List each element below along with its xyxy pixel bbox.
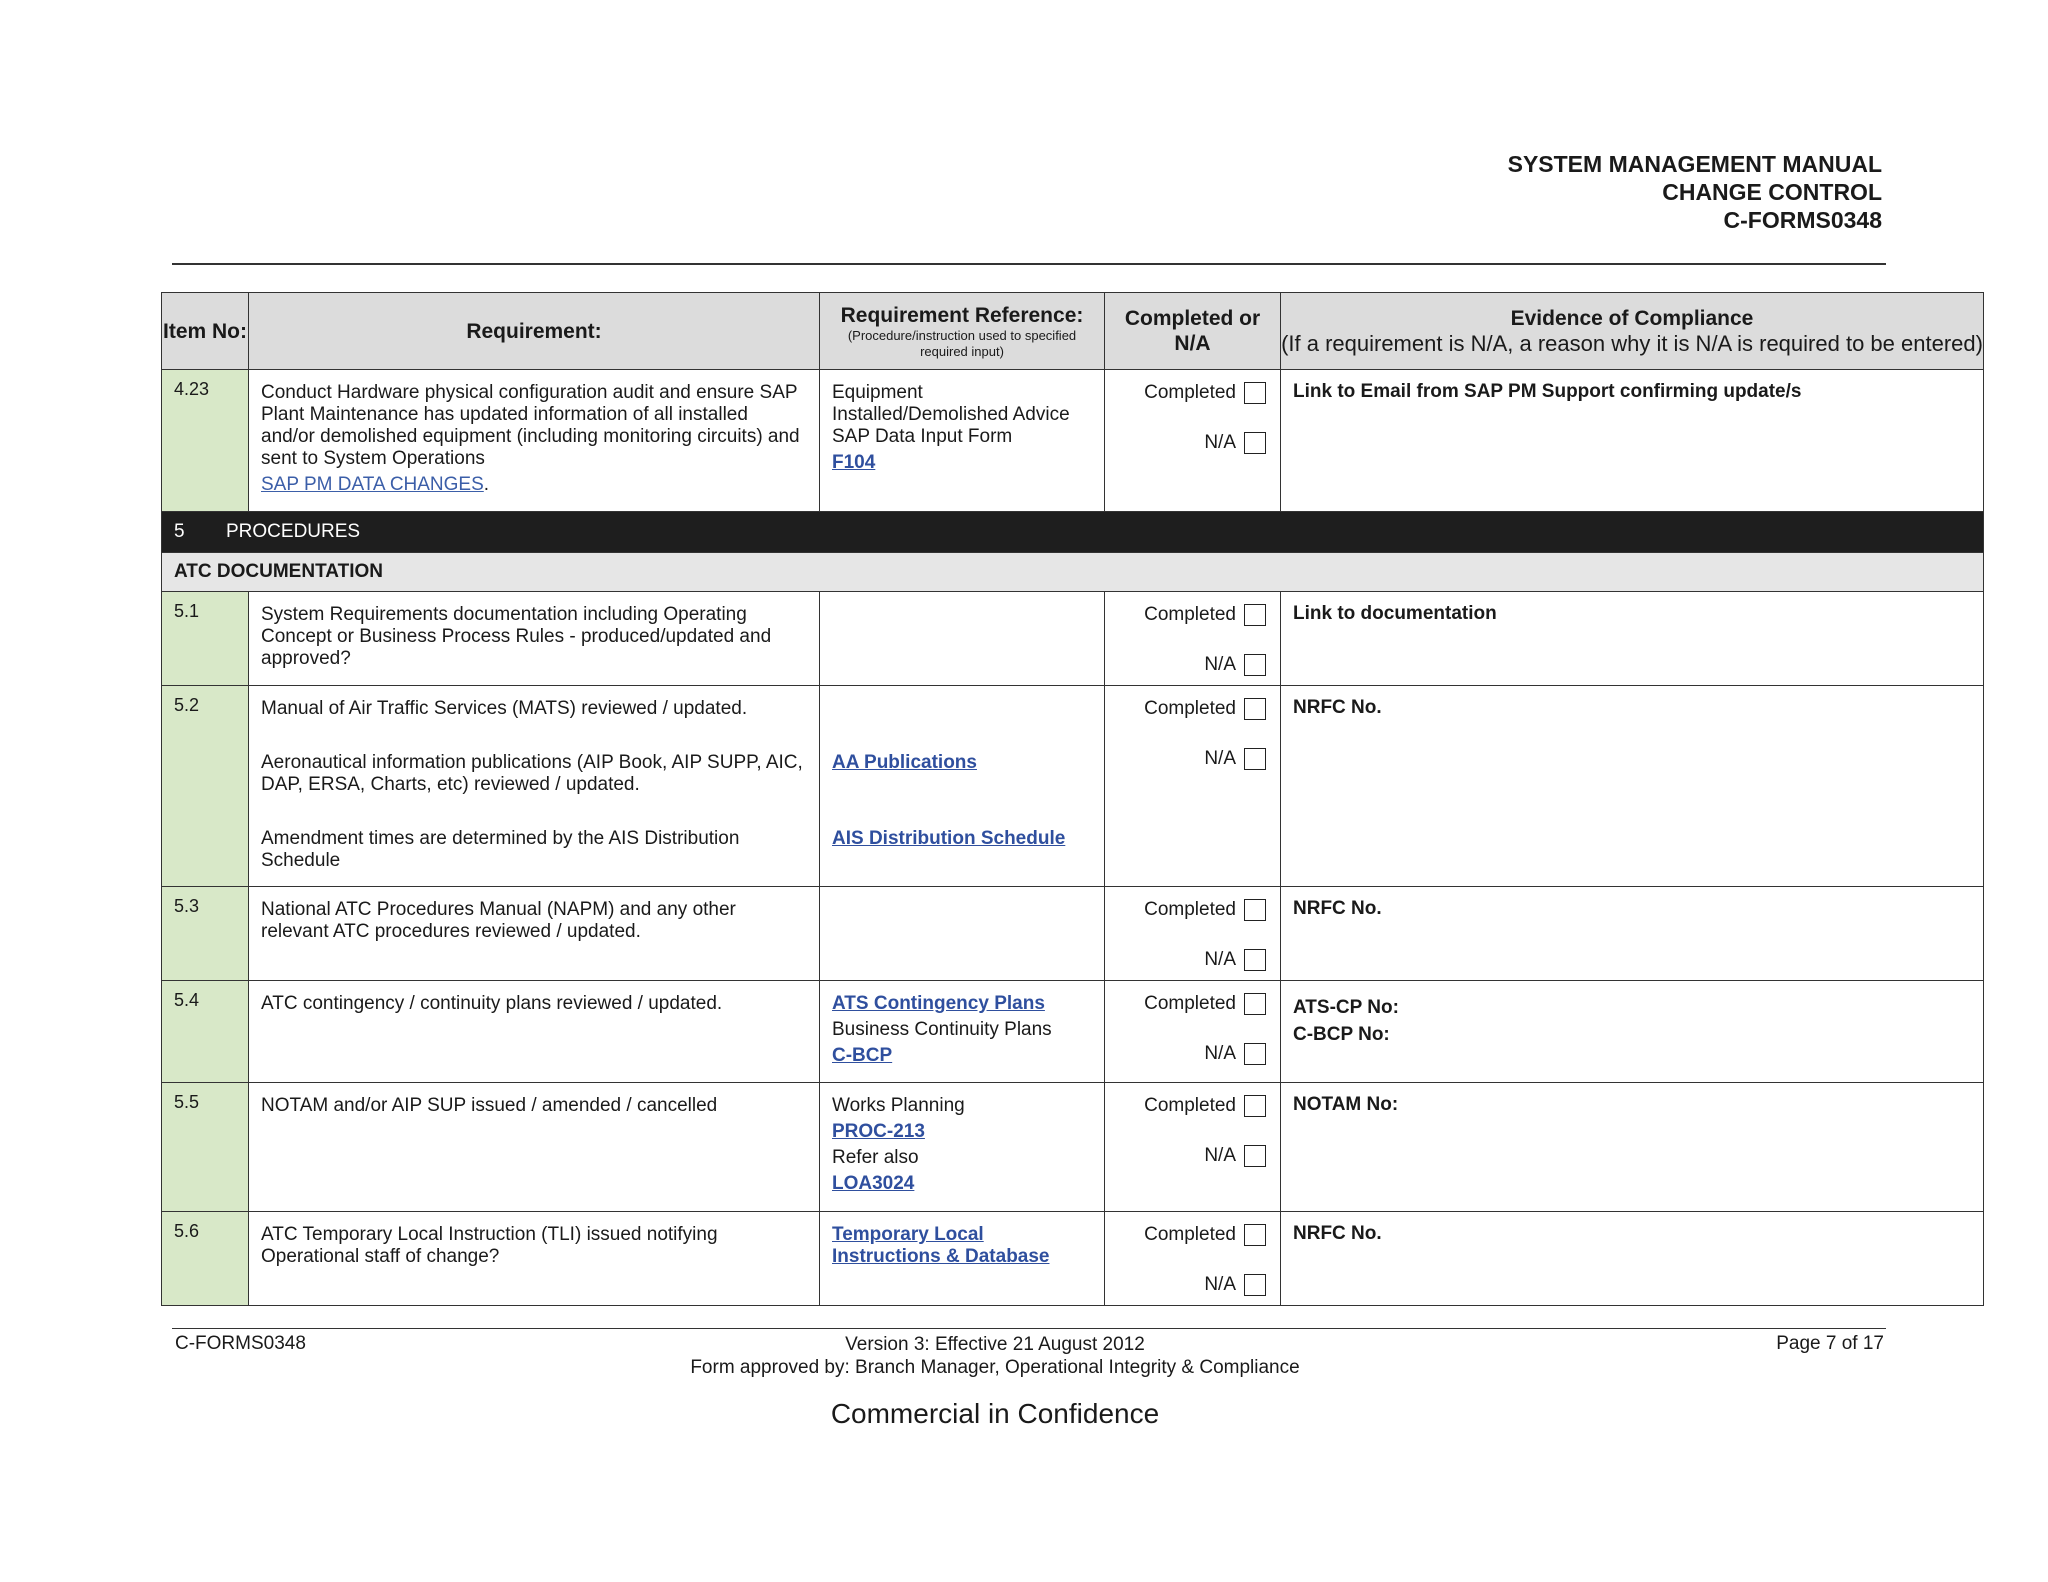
section-row [162,512,1984,553]
completed-label: Completed [1144,698,1236,719]
footer-approval: Form approved by: Branch Manager, Operational Integrity & Compliance [690,1357,1300,1378]
na-label: N/A [1204,1145,1236,1166]
evidence-cell[interactable]: NOTAM No: [1281,1083,1984,1212]
completed-checkbox[interactable] [1244,1224,1266,1246]
requirement-suffix: . [483,474,490,495]
requirement-cell [249,370,820,512]
header-item-no: Item No: [162,293,249,370]
table-row [162,1083,1984,1212]
requirement-cell: NOTAM and/or AIP SUP issued / amended / cancelled [249,1083,820,1212]
proc-213-link[interactable]: PROC-213 [832,1121,925,1142]
ats-contingency-plans-link[interactable]: ATS Contingency Plans [832,993,1045,1014]
evidence-cell[interactable]: NRFC No. [1281,887,1984,981]
section-title: CHANGE CONTROL [1662,179,1882,205]
header-evidence-title: Evidence of Compliance [1510,307,1754,330]
completed-label: Completed [1144,604,1236,625]
reference-text: Business Continuity Plans [832,1019,1052,1040]
requirement-text-amendment: Amendment times are determined by the AIS Distribution Schedule [261,828,740,871]
header-reference-note: (Procedure/instruction used to specified required input) [847,327,1077,359]
header-reference-title: Requirement Reference: [840,303,1084,327]
footer-page-number: Page 7 of 17 [1776,1333,1884,1354]
section-heading [162,512,1984,553]
table-header-row [162,293,1984,370]
na-label: N/A [1204,654,1236,675]
f104-link[interactable]: F104 [832,452,876,473]
header-evidence-note: (If a requirement is N/A, a reason why it is N/A is required to be entered) [1281,331,1983,356]
item-number: 4.23 [162,370,249,512]
completed-label: Completed [1144,899,1236,920]
completed-checkbox[interactable] [1244,698,1266,720]
section-title: PROCEDURES [226,521,361,542]
na-checkbox[interactable] [1244,1043,1266,1065]
completed-checkbox[interactable] [1244,604,1266,626]
reference-cell [820,1212,1105,1306]
item-number: 5.4 [162,981,249,1083]
completion-cell [1105,370,1281,512]
footer-divider [172,1328,1886,1329]
header-divider [172,263,1886,265]
evidence-cell[interactable]: Link to documentation [1281,592,1984,686]
na-checkbox[interactable] [1244,654,1266,676]
evidence-cell[interactable]: Link to Email from SAP PM Support confirming update/s [1281,370,1984,512]
completion-cell [1105,1083,1281,1212]
table-row [162,370,1984,512]
evidence-cell[interactable]: NRFC No. [1281,1212,1984,1306]
na-checkbox[interactable] [1244,1274,1266,1296]
reference-text: Equipment Installed/Demolished Advice SAP Data Input Form [832,382,1070,447]
requirement-text-aip: Aeronautical information publications (AIP Book, AIP SUPP, AIC, DAP, ERSA, Charts, etc) reviewed / updated. [261,752,803,795]
table-row [162,1212,1984,1306]
section-number: 5 [174,521,185,542]
requirement-text: Conduct Hardware physical configuration audit and ensure SAP Plant Maintenance has updated information of all installed and/or demolished equipment (including monitoring circuits) and sent to System Operations [261,382,800,469]
header-requirement: Requirement: [249,293,820,370]
reference-cell [820,981,1105,1083]
item-number: 5.2 [162,686,249,887]
na-label: N/A [1204,1043,1236,1064]
na-checkbox[interactable] [1244,949,1266,971]
completed-checkbox[interactable] [1244,899,1266,921]
requirement-cell: ATC contingency / continuity plans reviewed / updated. [249,981,820,1083]
completion-cell [1105,592,1281,686]
completed-checkbox[interactable] [1244,382,1266,404]
footer-center [600,1333,1390,1379]
item-number: 5.3 [162,887,249,981]
c-bcp-link[interactable]: C-BCP [832,1045,893,1066]
requirement-text-mats: Manual of Air Traffic Services (MATS) reviewed / updated. [261,698,748,719]
na-checkbox[interactable] [1244,1145,1266,1167]
reference-cell [820,887,1105,981]
reference-text: Works Planning [832,1095,965,1116]
na-label: N/A [1204,1274,1236,1295]
table-row [162,686,1984,887]
compliance-table [161,292,1984,1306]
aa-publications-link[interactable]: AA Publications [832,752,977,773]
header-reference [820,293,1105,370]
temporary-local-instructions-link[interactable]: Temporary Local Instructions & Database [832,1224,1050,1267]
item-number: 5.1 [162,592,249,686]
requirement-cell: National ATC Procedures Manual (NAPM) and any other relevant ATC procedures reviewed / updated. [249,887,820,981]
item-number: 5.6 [162,1212,249,1306]
evidence-cell[interactable] [1281,981,1984,1083]
requirement-cell [249,686,820,887]
header-evidence [1281,293,1984,370]
ats-cp-number-label: ATS-CP No: [1293,997,1399,1018]
requirement-cell: ATC Temporary Local Instruction (TLI) issued notifying Operational staff of change? [249,1212,820,1306]
form-code: C-FORMS0348 [1723,207,1882,233]
completed-checkbox[interactable] [1244,1095,1266,1117]
ais-distribution-schedule-link[interactable]: AIS Distribution Schedule [832,828,1066,849]
na-label: N/A [1204,949,1236,970]
completed-label: Completed [1144,382,1236,403]
completion-cell [1105,981,1281,1083]
table-row [162,981,1984,1083]
requirement-cell: System Requirements documentation including Operating Concept or Business Process Rules - produced/updated and approved? [249,592,820,686]
footer-version: Version 3: Effective 21 August 2012 [845,1334,1145,1355]
sap-pm-data-changes-link[interactable]: SAP PM DATA CHANGES [261,474,484,495]
manual-title: SYSTEM MANAGEMENT MANUAL [1507,151,1882,177]
reference-text: Refer also [832,1147,919,1168]
subsection-heading: ATC DOCUMENTATION [162,553,1984,592]
reference-cell [820,592,1105,686]
completed-label: Completed [1144,993,1236,1014]
reference-cell [820,370,1105,512]
footer-form-id: C-FORMS0348 [175,1333,306,1354]
completion-cell [1105,1212,1281,1306]
reference-cell [820,1083,1105,1212]
completed-checkbox[interactable] [1244,993,1266,1015]
subsection-row [162,553,1984,592]
na-checkbox[interactable] [1244,432,1266,454]
na-checkbox[interactable] [1244,748,1266,770]
item-number: 5.5 [162,1083,249,1212]
completion-cell [1105,887,1281,981]
header-completed: Completed or N/A [1105,293,1281,370]
c-bcp-number-label: C-BCP No: [1293,1024,1390,1045]
na-label: N/A [1204,432,1236,453]
table-row [162,592,1984,686]
completed-label: Completed [1144,1224,1236,1245]
completion-cell [1105,686,1281,887]
confidentiality-notice: Commercial in Confidence [830,1398,1160,1429]
evidence-cell[interactable]: NRFC No. [1281,686,1984,887]
na-label: N/A [1204,748,1236,769]
table-row [162,887,1984,981]
completed-label: Completed [1144,1095,1236,1116]
document-header [1508,150,1882,234]
loa3024-link[interactable]: LOA3024 [832,1173,915,1194]
reference-cell [820,686,1105,887]
